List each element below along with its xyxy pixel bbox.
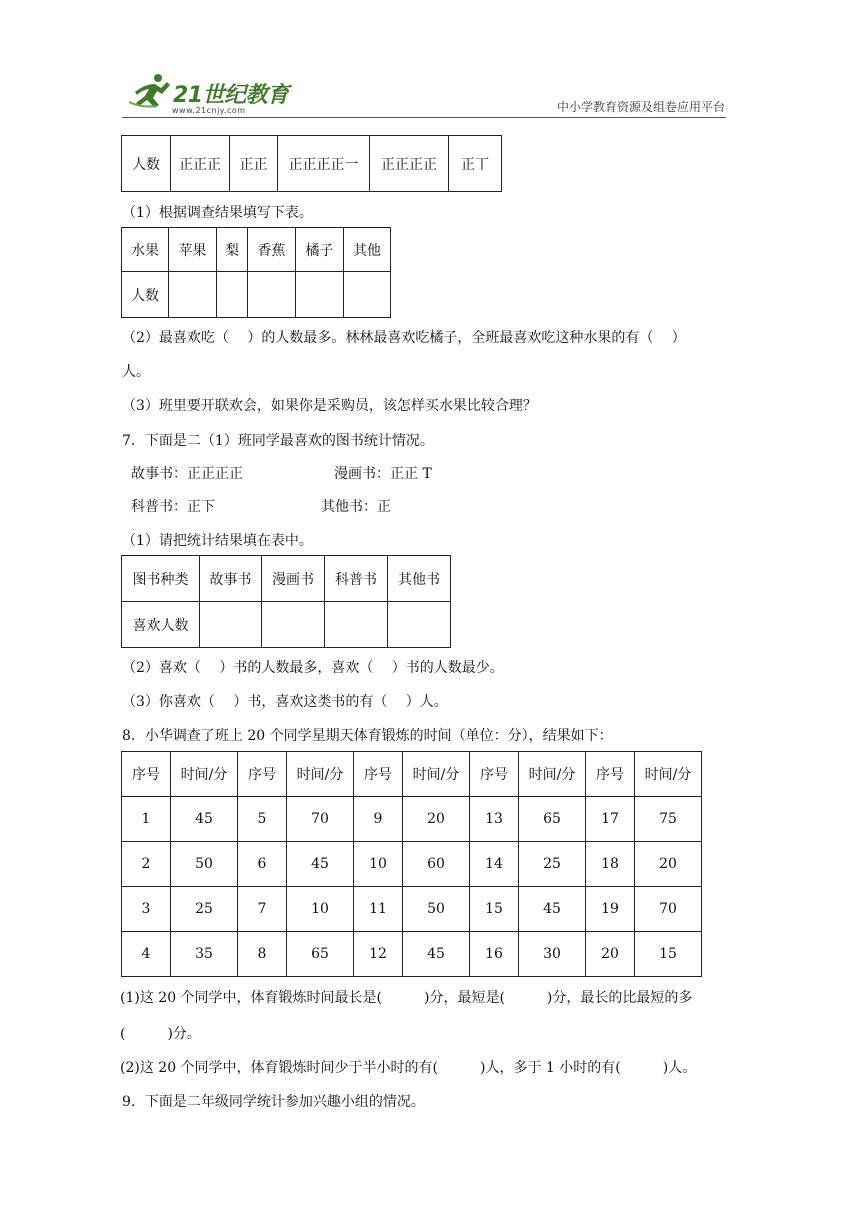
answer-cell[interactable]	[296, 272, 344, 318]
table-row	[122, 887, 702, 932]
question-6-3: （3）班里要开联欢会，如果你是采购员，该怎样买水果比较合理？	[122, 398, 537, 414]
table-cell: 5	[238, 797, 287, 842]
table-header-cell: 时间/分	[287, 752, 354, 797]
table-header-cell: 序号	[122, 752, 171, 797]
table-cell: 15	[470, 887, 519, 932]
table-header-cell: 时间/分	[635, 752, 702, 797]
book-table	[121, 555, 451, 648]
table-cell: 2	[122, 842, 171, 887]
table-cell: 4	[122, 932, 171, 977]
table-header-cell: 水果	[122, 228, 169, 272]
tally-cell: 正正正正	[370, 136, 449, 192]
question-6-1: （1）根据调查结果填写下表。	[122, 205, 313, 221]
table-row	[122, 932, 702, 977]
question-8-title: 8．小华调查了班上 20 个同学星期天体育锻炼的时间（单位：分），结果如下：	[122, 728, 613, 744]
table-cell: 7	[238, 887, 287, 932]
question-6-2-cont: 人。	[122, 364, 150, 380]
tally-cell: 正正	[230, 136, 278, 192]
table-header-cell: 香蕉	[248, 228, 296, 272]
table-cell: 11	[354, 887, 403, 932]
table-header-cell: 序号	[586, 752, 635, 797]
table-cell: 15	[635, 932, 702, 977]
table-header-cell: 漫画书	[262, 556, 325, 602]
table-cell: 17	[586, 797, 635, 842]
table-header-cell: 其他	[344, 228, 391, 272]
answer-cell[interactable]	[262, 602, 325, 648]
question-7-1: （1）请把统计结果填在表中。	[122, 533, 313, 549]
table-cell: 3	[122, 887, 171, 932]
tally-story: 故事书：正正正正	[131, 466, 243, 482]
table-cell: 18	[586, 842, 635, 887]
table-cell: 9	[354, 797, 403, 842]
table-cell: 30	[519, 932, 586, 977]
fruit-table	[121, 227, 391, 318]
table-cell: 70	[635, 887, 702, 932]
header-divider	[122, 117, 726, 118]
table-cell: 20	[586, 932, 635, 977]
table-header-cell: 苹果	[169, 228, 217, 272]
table-cell: 75	[635, 797, 702, 842]
table-cell: 12	[354, 932, 403, 977]
row-label: 人数	[122, 272, 169, 318]
table-cell: 50	[171, 842, 238, 887]
question-7-2: （2）喜欢（ ）书的人数最多，喜欢（ ）书的人数最少。	[122, 660, 504, 676]
row-label: 喜欢人数	[122, 602, 200, 648]
answer-cell[interactable]	[388, 602, 451, 648]
table-cell: 45	[287, 842, 354, 887]
table-header-cell: 其他书	[388, 556, 451, 602]
logo-url: www.21cnjy.com	[172, 106, 246, 115]
tally-cell: 正丅	[449, 136, 502, 192]
table-cell: 20	[635, 842, 702, 887]
table-cell: 19	[586, 887, 635, 932]
answer-cell[interactable]	[217, 272, 248, 318]
question-7-3: （3）你喜欢（ ）书，喜欢这类书的有（ ）人。	[122, 694, 448, 710]
question-8-1-cont: ( )分。	[120, 1026, 201, 1042]
table-cell: 1	[122, 797, 171, 842]
table-header-cell: 序号	[354, 752, 403, 797]
answer-cell[interactable]	[344, 272, 391, 318]
logo-runner-icon	[127, 72, 175, 110]
table-header-cell: 橘子	[296, 228, 344, 272]
question-9-title: 9．下面是二年级同学统计参加兴趣小组的情况。	[122, 1094, 425, 1110]
question-6-2: （2）最喜欢吃（ ）的人数最多。林林最喜欢吃橘子，全班最喜欢吃这种水果的有（ ）	[122, 330, 686, 346]
table-cell: 14	[470, 842, 519, 887]
table-header-cell: 梨	[217, 228, 248, 272]
table-header-cell: 序号	[470, 752, 519, 797]
table-cell: 65	[519, 797, 586, 842]
table-header-cell: 科普书	[325, 556, 388, 602]
table-cell: 10	[354, 842, 403, 887]
table-cell: 25	[171, 887, 238, 932]
table-cell: 45	[403, 932, 470, 977]
logo-text: 21世纪教育	[173, 83, 289, 108]
answer-cell[interactable]	[200, 602, 262, 648]
answer-cell[interactable]	[248, 272, 296, 318]
table-cell: 6	[238, 842, 287, 887]
tally-cell: 正正正	[171, 136, 230, 192]
table-cell: 65	[287, 932, 354, 977]
table-cell: 35	[171, 932, 238, 977]
tally-table	[121, 135, 502, 192]
table-row	[122, 797, 702, 842]
table-header-cell: 时间/分	[519, 752, 586, 797]
table-header-cell: 时间/分	[403, 752, 470, 797]
table-row	[122, 842, 702, 887]
tally-comic: 漫画书：正正 T	[334, 466, 432, 482]
table-cell: 16	[470, 932, 519, 977]
table-cell: 70	[287, 797, 354, 842]
tally-science: 科普书：正下	[131, 499, 215, 515]
table-cell: 13	[470, 797, 519, 842]
exercise-table	[121, 751, 702, 977]
table-cell: 45	[519, 887, 586, 932]
table-cell: 60	[403, 842, 470, 887]
row-label: 人数	[122, 136, 171, 192]
table-cell: 20	[403, 797, 470, 842]
table-header-cell: 图书种类	[122, 556, 200, 602]
table-header-cell: 时间/分	[171, 752, 238, 797]
answer-cell[interactable]	[325, 602, 388, 648]
table-header-cell: 故事书	[200, 556, 262, 602]
answer-cell[interactable]	[169, 272, 217, 318]
platform-name: 中小学教育资源及组卷应用平台	[556, 100, 725, 114]
table-cell: 50	[403, 887, 470, 932]
question-7-title: 7．下面是二（1）班同学最喜欢的图书统计情况。	[122, 433, 434, 449]
table-cell: 25	[519, 842, 586, 887]
table-cell: 8	[238, 932, 287, 977]
tally-other: 其他书：正	[321, 499, 391, 515]
table-header-cell: 序号	[238, 752, 287, 797]
table-cell: 10	[287, 887, 354, 932]
question-8-2: (2)这 20 个同学中，体育锻炼时间少于半小时的有( )人，多于 1 小时的有( )人。	[120, 1060, 697, 1076]
tally-cell: 正正正正一	[278, 136, 370, 192]
question-8-1: (1)这 20 个同学中，体育锻炼时间最长是( )分，最短是( )分，最长的比最短的多	[120, 990, 693, 1006]
table-cell: 45	[171, 797, 238, 842]
